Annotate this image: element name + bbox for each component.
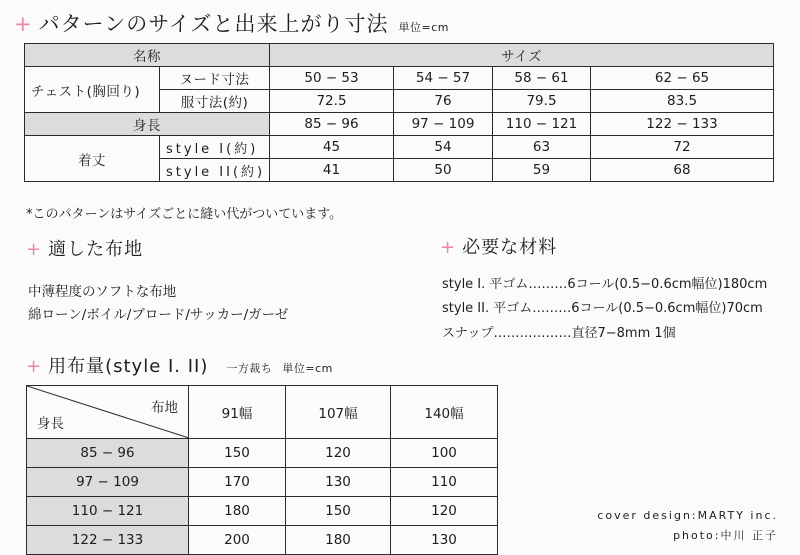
table-cell: 45 xyxy=(270,136,394,159)
table-cell: 170 xyxy=(189,468,286,497)
table-row xyxy=(25,67,774,90)
table-cell: 180 xyxy=(286,526,391,555)
table-cell: 63 xyxy=(493,136,591,159)
row-header: 97 − 109 xyxy=(27,468,189,497)
fabric-section-title: 適した布地 xyxy=(48,239,144,260)
table-row xyxy=(25,136,774,159)
plus-bullet-icon: + xyxy=(26,239,43,260)
table-cell: 200 xyxy=(189,526,286,555)
table-row xyxy=(25,113,774,136)
seam-allowance-note: *このパターンはサイズごとに縫い代がついています。 xyxy=(26,207,343,222)
chest-label: チェスト(胸回り) xyxy=(25,67,160,113)
table-row xyxy=(27,386,498,439)
column-header: 107幅 xyxy=(286,386,391,439)
usage-cut-note: 一方裁ち xyxy=(226,362,273,375)
name-header: 名称 xyxy=(25,44,270,67)
cover-credit: cover design:MARTY inc. xyxy=(597,509,778,522)
materials-section-heading xyxy=(440,233,557,259)
table-cell: 180 xyxy=(189,497,286,526)
corner-cell xyxy=(27,386,189,439)
plus-bullet-icon: + xyxy=(440,237,457,258)
table-cell: 50 − 53 xyxy=(270,67,394,90)
nude-label: ヌード寸法 xyxy=(160,67,270,90)
length-label: 着丈 xyxy=(25,136,160,182)
table-cell: 59 xyxy=(493,159,591,182)
table-row xyxy=(27,468,498,497)
table-cell: 79.5 xyxy=(493,90,591,113)
plus-bullet-icon: + xyxy=(26,356,43,377)
size-section-title: パターンのサイズと出来上がり寸法 xyxy=(38,12,389,36)
table-cell: 72 xyxy=(591,136,774,159)
photo-credit: photo:中川 正子 xyxy=(673,529,778,542)
fabric-usage-table xyxy=(26,385,498,555)
materials-line-3: スナップ………………直径7−8mm 1個 xyxy=(442,326,676,341)
table-cell: 72.5 xyxy=(270,90,394,113)
table-cell: 122 − 133 xyxy=(591,113,774,136)
table-row xyxy=(25,44,774,67)
table-cell: 110 xyxy=(391,468,498,497)
table-cell: 130 xyxy=(286,468,391,497)
height-label: 身長 xyxy=(25,113,270,136)
table-cell: 41 xyxy=(270,159,394,182)
table-cell: 58 − 61 xyxy=(493,67,591,90)
table-cell: 85 − 96 xyxy=(270,113,394,136)
size-section-heading xyxy=(14,8,449,38)
materials-line-2: style II. 平ゴム………6コール(0.5−0.6cm幅位)70cm xyxy=(442,301,763,316)
row-header: 110 − 121 xyxy=(27,497,189,526)
fabric-line-2: 綿ローン/ボイル/ブロード/サッカー/ガーゼ xyxy=(28,307,289,323)
sizes-header: サイズ xyxy=(270,44,774,67)
style2-label: style II(約) xyxy=(160,159,270,182)
table-cell: 150 xyxy=(189,439,286,468)
garment-label: 服寸法(約) xyxy=(160,90,270,113)
style1-label: style I(約) xyxy=(160,136,270,159)
row-header: 85 − 96 xyxy=(27,439,189,468)
table-cell: 62 − 65 xyxy=(591,67,774,90)
table-cell: 50 xyxy=(394,159,493,182)
usage-unit: 単位=cm xyxy=(282,362,333,375)
materials-line-1: style I. 平ゴム………6コール(0.5−0.6cm幅位)180cm xyxy=(442,277,768,292)
usage-section-title: 用布量(style I. II) xyxy=(48,356,209,377)
table-cell: 100 xyxy=(391,439,498,468)
table-cell: 68 xyxy=(591,159,774,182)
table-row xyxy=(27,439,498,468)
plus-bullet-icon: + xyxy=(14,12,33,36)
table-cell: 54 xyxy=(394,136,493,159)
materials-section-title: 必要な材料 xyxy=(462,237,558,258)
fabric-section-heading xyxy=(26,235,143,261)
fabric-line-1: 中薄程度のソフトな布地 xyxy=(28,284,177,300)
table-cell: 83.5 xyxy=(591,90,774,113)
size-table xyxy=(24,43,774,182)
size-section-unit: 単位=cm xyxy=(398,21,449,34)
corner-bottom-label: 身長 xyxy=(37,416,64,432)
usage-section-heading xyxy=(26,352,333,378)
column-header: 91幅 xyxy=(189,386,286,439)
row-header: 122 − 133 xyxy=(27,526,189,555)
column-header: 140幅 xyxy=(391,386,498,439)
table-cell: 76 xyxy=(394,90,493,113)
table-cell: 54 − 57 xyxy=(394,67,493,90)
table-row xyxy=(27,497,498,526)
table-row xyxy=(27,526,498,555)
table-cell: 120 xyxy=(286,439,391,468)
table-cell: 120 xyxy=(391,497,498,526)
table-cell: 110 − 121 xyxy=(493,113,591,136)
table-cell: 130 xyxy=(391,526,498,555)
table-cell: 97 − 109 xyxy=(394,113,493,136)
table-cell: 150 xyxy=(286,497,391,526)
corner-top-label: 布地 xyxy=(151,400,178,416)
